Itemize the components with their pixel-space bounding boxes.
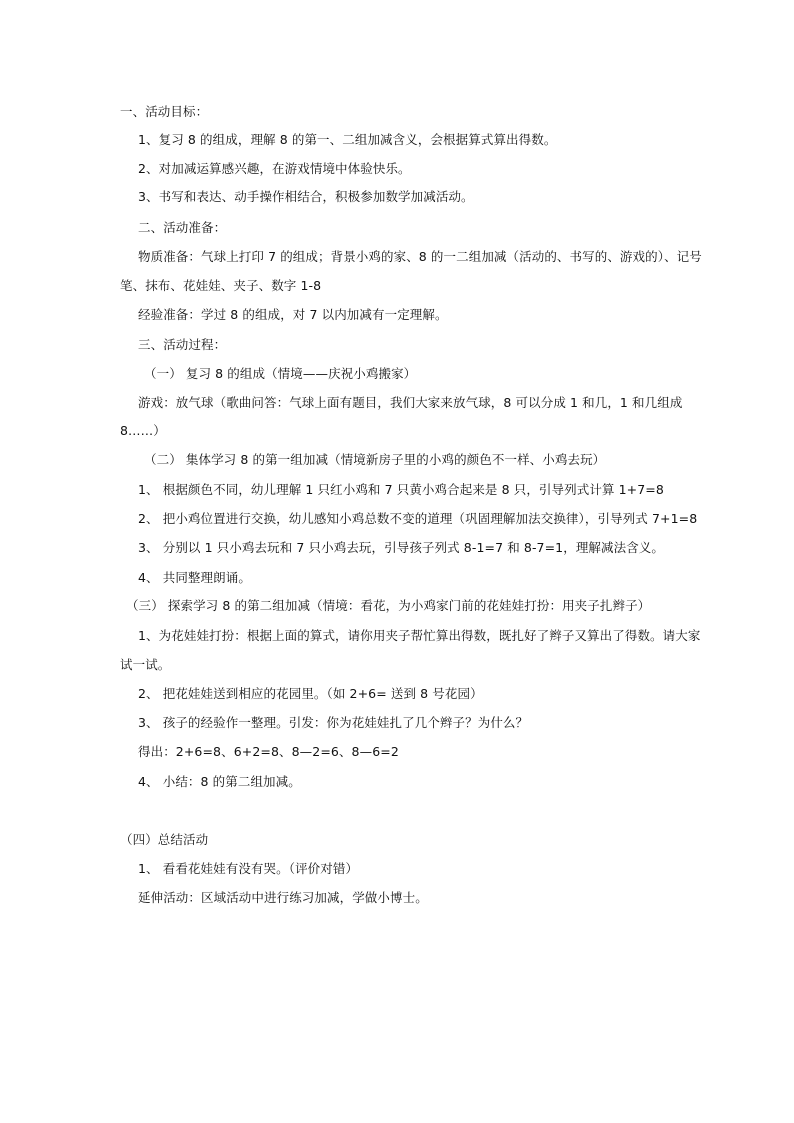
section-three-step-1-line-2: 试一试。	[120, 657, 171, 672]
section-three-results: 得出：2+6=8、6+2=8、8—2=6、8—6=2	[138, 744, 399, 759]
heading-activity-process: 三、活动过程：	[138, 337, 227, 352]
section-two-step-1: 1、 根据颜色不同，幼儿理解 1 只红小鸡和 7 只黄小鸡合起来是 8 只，引导列式计算 1+7=8	[138, 482, 664, 497]
section-three-step-3: 3、 孩子的经验作一整理。引发：你为花娃娃扎了几个辫子？为什么？	[138, 715, 529, 730]
game-description-line-2: 8……）	[120, 423, 166, 438]
section-two-step-2: 2、 把小鸡位置进行交换，幼儿感知小鸡总数不变的道理（巩固理解加法交换律），引导列式 7+1=8	[138, 511, 698, 526]
goal-item-1: 1、复习 8 的组成，理解 8 的第一、二组加减含义，会根据算式算出得数。	[138, 132, 557, 147]
goal-item-3: 3、书写和表达、动手操作相结合，积极参加数学加减活动。	[138, 189, 474, 204]
section-four-step-1: 1、 看看花娃娃有没有哭。（评价对错）	[138, 861, 359, 876]
section-two-step-4: 4、 共同整理朗诵。	[138, 570, 251, 585]
material-preparation-line-2: 笔、抹布、花娃娃、夹子、数字 1-8	[120, 278, 322, 293]
experience-preparation: 经验准备：学过 8 的组成，对 7 以内加减有一定理解。	[138, 307, 448, 322]
section-three-step-1-line-1: 1、为花娃娃打扮：根据上面的算式，请你用夹子帮忙算出得数，既扎好了辫子又算出了得数。请大家	[138, 628, 701, 643]
heading-activity-preparation: 二、活动准备：	[138, 220, 227, 235]
goal-item-2: 2、对加减运算感兴趣，在游戏情境中体验快乐。	[138, 161, 411, 176]
extension-activity: 延伸活动：区域活动中进行练习加减，学做小博士。	[138, 890, 428, 905]
section-four-heading: （四）总结活动	[120, 832, 209, 847]
material-preparation-line-1: 物质准备：气球上打印 7 的组成；背景小鸡的家、8 的一二组加减（活动的、书写的、游戏的）、记号	[138, 249, 702, 264]
section-two-step-3: 3、 分别以 1 只小鸡去玩和 7 只小鸡去玩，引导孩子列式 8-1=7 和 8-7=1，理解减法含义。	[138, 540, 665, 555]
game-description-line-1: 游戏：放气球（歌曲问答：气球上面有题目，我们大家来放气球，8 可以分成 1 和几，1 和几组成	[138, 395, 683, 410]
heading-activity-goals: 一、活动目标：	[120, 104, 209, 119]
section-three-step-2: 2、 把花娃娃送到相应的花园里。（如 2+6= 送到 8 号花园）	[138, 686, 483, 701]
section-three-step-4: 4、 小结：8 的第二组加减。	[138, 774, 301, 789]
section-two-heading: （二） 集体学习 8 的第一组加减（情境新房子里的小鸡的颜色不一样、小鸡去玩）	[144, 452, 606, 467]
section-three-heading: （三） 探索学习 8 的第二组加减（情境：看花，为小鸡家门前的花娃娃打扮：用夹子扎辫子）	[126, 598, 651, 613]
section-one-heading: （一） 复习 8 的组成（情境——庆祝小鸡搬家）	[144, 366, 417, 381]
